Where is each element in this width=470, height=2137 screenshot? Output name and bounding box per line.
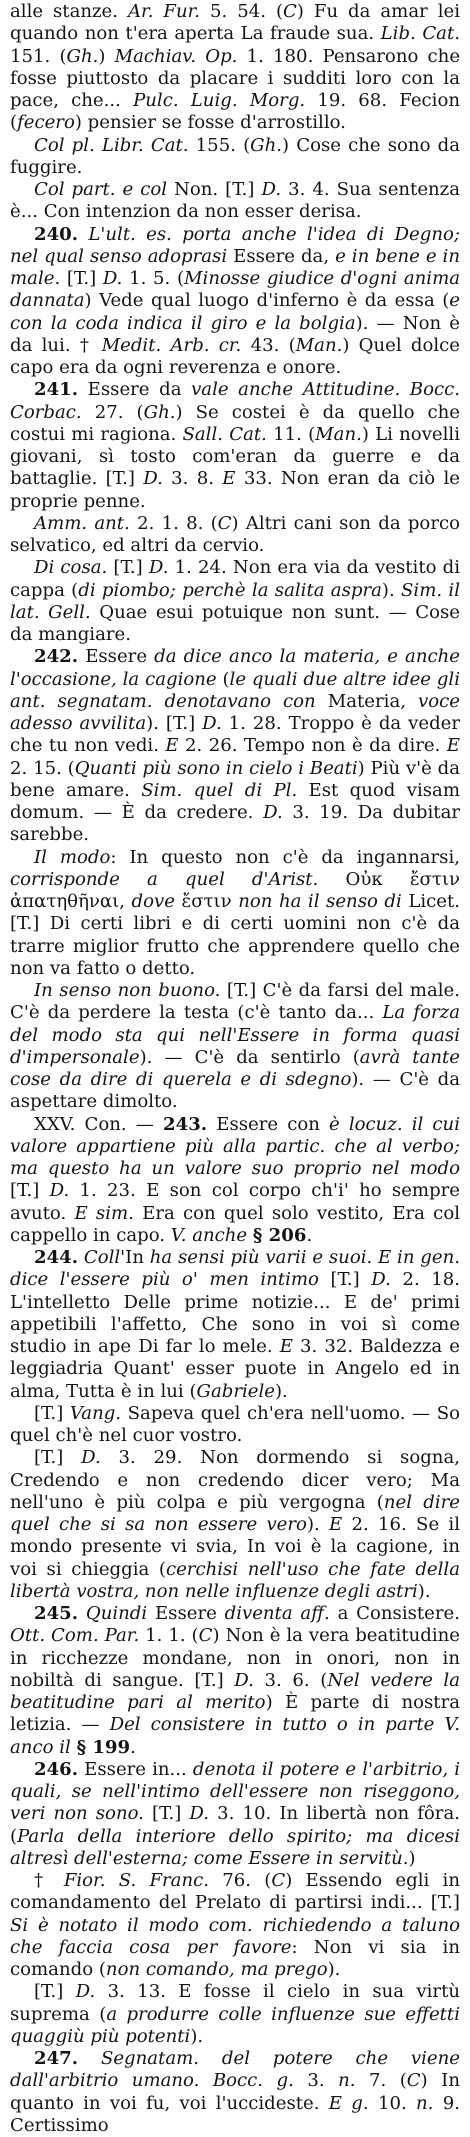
entry-paragraph: Il modo: In questo non c'è da ingannarsi, corrisponde a quel d'Arist. Οὐκ ἔστιν ἀπατηθῆναι, dove ἔστιν non ha il senso di Licet. [T.] Di certi libri e di certi uomini non c'è da trarre miglior frutto che apprendere quello che non va fatto o detto. [10, 846, 461, 979]
entry-paragraph: [T.] D. 3. 29. Non dormendo si sogna, Credendo e non credendo dicer vero; Ma nell'uno è più colpa e più vergogna (nel dire quel che si sa non essere vero). E 2. 16. Se il mondo presente vi svia, In voi è la cagione, in voi si chieggia (cerchisi nell'uso che fate della libertà vostra, non nelle influenze degli astri). [10, 1447, 461, 1602]
entry-paragraph: 241. Essere da vale anche Attitudine. Bocc. Corbac. 27. (Gh.) Se costei è da quello che costui mi ragiona. Sall. Cat. 11. (Man.) Li novelli giovani, sì tosto com'eran da guerre e da battaglie. [T.] D. 3. 8. E 33. Non eran da ciò le proprie penne. [10, 379, 461, 512]
entry-paragraph: † Fior. S. Franc. 76. (C) Essendo egli in comandamento del Prelato di partirsi indi... [T.] Si è notato il modo com. richiedendo a taluno che faccia cosa per favore: Non vi sia in comando (non comando, ma prego). [10, 1870, 460, 1980]
entry-paragraph: XXV. Con. — 243. Essere con è locuz. il cui valore appartiene più alla partic. che al verbo; ma questo ha un valore suo proprio nel modo [T.] D. 1. 23. E son col corpo ch'i' ho sempre avuto. E sim. Era con quel solo vestito, Era col cappello in capo. V. anche § 206. [10, 1113, 461, 1246]
entry-paragraph: Amm. ant. 2. 1. 8. (C) Altri cani son da porco selvatico, ed altri da cervio. [10, 512, 461, 556]
entry-paragraph: [T.] D. 3. 13. E fosse il cielo in sua virtù suprema (a produrre colle influenze sue effetti quaggiù più potenti). [10, 1981, 461, 2047]
entry-paragraph: alle stanze. Ar. Fur. 5. 54. (C) Fu da amar lei quando non t'era aperta La fraude sua. Lib. Cat. 151. (Gh.) Machiav. Op. 1. 180. Pensarono che fosse piuttosto da placare i sudditi loro con la pace, che... Pulc. Luig. Morg. 19. 68. Fecion (fecero) pensier se fosse d'arrostillo. [10, 1, 461, 134]
entry-paragraph: 247. Segnatam. del potere che viene dall'arbitrio umano. Bocc. g. 3. n. 7. (C) In quanto in voi fu, voi l'uccideste. E g. 10. n. 9. Certissimo [10, 2048, 461, 2136]
entry-paragraph: In senso non buono. [T.] C'è da farsi del male. C'è da perdere la testa (c'è tanto da... La forza del modo sta qui nell'Essere in forma quasi d'impersonale). — C'è da sentirlo (avrà tante cose da dire di querela e di sdegno). — C'è da aspettare dimolto. [10, 980, 460, 1113]
entry-paragraph: 240. L'ult. es. porta anche l'idea di Degno; nel qual senso adoprasi Essere da, e in bene e in male. [T.] D. 1. 5. (Minosse giudice d'ogni anima dannata) Vede qual luogo d'inferno è da essa (e con la coda indica il giro e la bolgia). — Non è da lui. † Medit. Arb. cr. 43. (Man.) Quel dolce capo era da ogni reverenza e onore. [10, 223, 461, 378]
entry-paragraph: 244. Coll'In ha sensi più varii e suoi. E in gen. dice l'essere più o' men intimo [T.] D. 2. 18. L'intelletto Delle prime notizie... E de' primi appetibili l'affetto, Che sono in voi sì come studio in ape Di far lo mele. E 3. 32. Baldezza e leggiadria Quant' esser puote in Angelo ed in alma, Tutta è in lui (Gabriele). [10, 1247, 461, 1402]
entry-paragraph: Col part. e col Non. [T.] D. 3. 4. Sua sentenza è... Con intenzion da non esser derisa. [10, 179, 461, 223]
entry-paragraph: Di cosa. [T.] D. 1. 24. Non era via da vestito di cappa (di piombo; perchè la salita aspra). Sim. il lat. Gell. Quae esui potuique non sunt. — Cose da mangiare. [10, 557, 461, 645]
entry-paragraph: 245. Quindi Essere diventa aff. a Consistere. Ott. Com. Par. 1. 1. (C) Non è la vera beatitudine in ricchezze mondane, non in onori, non in nobiltà di sangue. [T.] D. 3. 6. (Nel vedere la beatitudine pari al merito) È parte di nostra letizia. — Del consistere in tutto o in parte V. anco il § 199. [10, 1603, 461, 1758]
entry-paragraph: 242. Essere da dice anco la materia, e anche l'occasione, la cagione (le quali due altre idee gli ant. segnatam. denotavano con Materia, voce adesso avvilita). [T.] D. 1. 28. Troppo è da veder che tu non vedi. E 2. 26. Tempo non è da dire. E 2. 15. (Quanti più sono in cielo i Beati) Più v'è da bene amare. Sim. quel di Pl. Est quod visam domum. — È da credere. D. 3. 19. Da dubitar sarebbe. [10, 646, 461, 846]
entry-paragraph: [T.] Vang. Sapeva quel ch'era nell'uomo. — So quel ch'è nel cuor vostro. [10, 1402, 461, 1446]
entry-paragraph: 246. Essere in... denota il potere e l'arbitrio, i quali, se nell'intimo dell'essere non riseggono, veri non sono. [T.] D. 3. 10. In libertà non fôra. (Parla della interiore dello spirito; ma dicesi altresì dell'esterna; come Essere in servitù.) [10, 1758, 461, 1869]
entry-paragraph: Col pl. Libr. Cat. 155. (Gh.) Cose che sono da fuggire. [10, 134, 460, 178]
